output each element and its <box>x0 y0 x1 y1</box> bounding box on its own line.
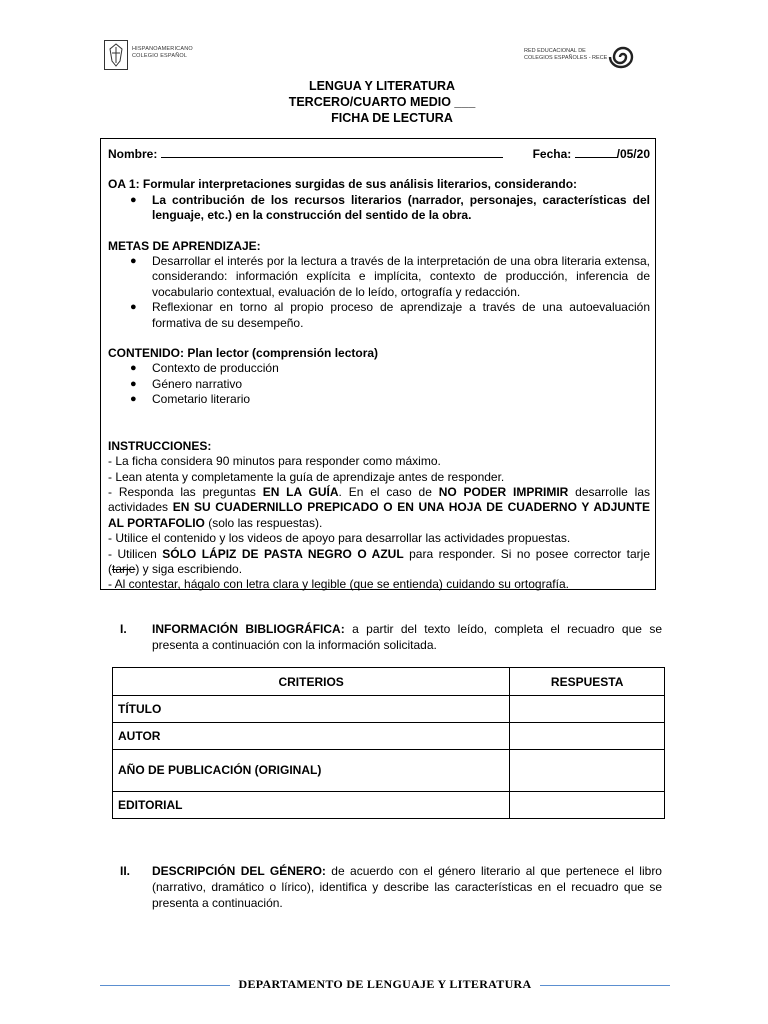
criteria-table <box>112 667 665 819</box>
nombre-field[interactable] <box>161 147 503 158</box>
instr-line: - Lean atenta y completamente la guía de aprendizaje antes de responder. <box>108 469 505 484</box>
fecha-field[interactable] <box>575 147 617 158</box>
section-2-text: DESCRIPCIÓN DEL GÉNERO: de acuerdo con el género literario al que pertenece el libro (narrativo, dramático o lírico), identifica y describe las características en el recuadro que se presenta a continuación. <box>152 864 662 910</box>
contenido-item: ● Género narrativo <box>130 376 243 391</box>
section-1 <box>120 621 662 655</box>
document-titles <box>0 78 768 126</box>
criterio-autor: AUTOR <box>113 723 510 750</box>
fecha-label: Fecha: <box>532 147 572 161</box>
logo-left-line-1: HISPANOAMERICANO <box>132 46 193 52</box>
oa-list <box>108 193 650 224</box>
table-row <box>113 723 665 750</box>
metas-item: ● Reflexionar en torno al propio proceso de aprendizaje a través de una autoevaluación formativa de su desempeño. <box>130 300 650 330</box>
criterio-anio: AÑO DE PUBLICACIÓN (ORIGINAL) <box>113 750 510 792</box>
criterio-titulo: TÍTULO <box>113 696 510 723</box>
respuesta-cell[interactable] <box>510 792 665 819</box>
contenido-title: CONTENIDO: Plan lector (comprensión lectora) <box>108 346 379 361</box>
metas-list <box>108 254 650 331</box>
table-row <box>113 792 665 819</box>
oa-item: ● La contribución de los recursos literarios (narrador, personajes, características del lenguaje, etc.) en la construcción del sentido de la obra. <box>130 192 650 223</box>
metas-title: METAS DE APRENDIZAJE: <box>108 238 261 253</box>
section-2 <box>120 863 662 913</box>
respuesta-cell[interactable] <box>510 696 665 723</box>
nombre-label: Nombre: <box>108 147 158 161</box>
contenido-list <box>108 361 650 407</box>
header-respuesta: RESPUESTA <box>510 668 665 696</box>
instr-line: - Al contestar, hágalo con letra clara y legible (que se entienda) cuidando su ortografía. <box>108 577 569 592</box>
title-subject: LENGUA Y LITERATURA <box>308 79 456 93</box>
respuesta-cell[interactable] <box>510 750 665 792</box>
contenido-item: ● Contexto de producción <box>130 361 279 376</box>
header-criterios: CRITERIOS <box>113 668 510 696</box>
school-logo-left <box>104 40 314 70</box>
table-header-row <box>113 668 665 696</box>
footer <box>100 975 670 995</box>
footer-department: DEPARTAMENTO DE LENGUAJE Y LITERATURA <box>238 977 532 991</box>
logo-right-line-2: COLEGIOS ESPAÑOLES - RECE <box>524 55 608 61</box>
section-2-number: II. <box>120 864 131 878</box>
instrucciones-title: INSTRUCCIONES: <box>108 438 212 453</box>
section-1-number: I. <box>120 622 127 636</box>
table-row <box>113 696 665 723</box>
fecha-suffix: /05/20 <box>616 147 650 161</box>
name-date-row <box>108 147 650 162</box>
instr-line: - Responda las preguntas EN LA GUÍA. En el caso de NO PODER IMPRIMIR desarrolle las actividades EN SU CUADERNILLO PREPICADO O EN UNA HOJA DE CUADERNO Y ADJUNTE AL PORTAFOLIO (solo las respuestas). <box>108 484 651 530</box>
title-worksheet: FICHA DE LECTURA <box>331 111 453 125</box>
contenido-item: ● Cometario literario <box>130 392 251 407</box>
criterio-editorial: EDITORIAL <box>113 792 510 819</box>
instr-line: - Utilice el contenido y los videos de apoyo para desarrollar las actividades propuestas. <box>108 531 571 546</box>
logo-right-line-1: RED EDUCACIONAL DE <box>524 48 586 54</box>
metas-item: ● Desarrollar el interés por la lectura a través de la interpretación de una obra literaria extensa, considerando: información explícita e implícita, contexto de producción, inferencia de vocabulario contextual, evaluación de lo leído, ortografía y redacción. <box>130 254 650 299</box>
instructions-box <box>100 138 656 590</box>
instr-line: - Utilicen SÓLO LÁPIZ DE PASTA NEGRO O AZUL para responder. Si no posee corrector tarje (tarje) y siga escribiendo. <box>108 546 650 576</box>
network-logo-right <box>524 44 644 70</box>
title-level: TERCERO/CUARTO MEDIO ___ <box>288 95 476 109</box>
swirl-logo-icon <box>608 44 638 70</box>
crest-icon <box>104 40 128 70</box>
section-1-text: INFORMACIÓN BIBLIOGRÁFICA: a partir del texto leído, completa el recuadro que se presenta a continuación con la información solicitada. <box>152 622 662 652</box>
respuesta-cell[interactable] <box>510 723 665 750</box>
logo-left-line-2: COLEGIO ESPAÑOL <box>132 53 188 59</box>
oa-title: OA 1: Formular interpretaciones surgidas de sus análisis literarios, considerando: <box>108 177 578 192</box>
instr-line: - La ficha considera 90 minutos para responder como máximo. <box>108 454 441 469</box>
table-row <box>113 750 665 792</box>
